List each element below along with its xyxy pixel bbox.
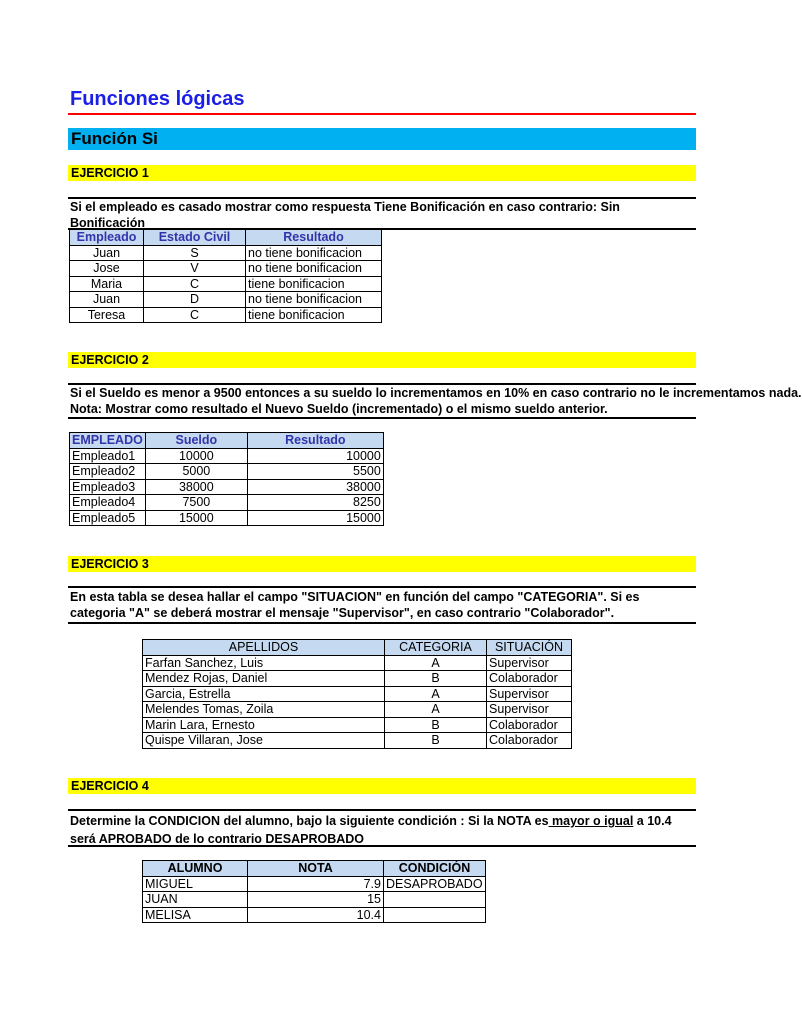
column-header: NOTA [248, 861, 384, 877]
exercise-3-description: En esta tabla se desea hallar el campo "SITUACION" en función del campo "CATEGORIA". Si es categoria "A" se deberá mostrar el mensaje "Supervisor", en caso contrario "Colaborador". [68, 586, 696, 624]
exercise-2-description [68, 383, 802, 419]
table-cell[interactable]: 10000 [247, 448, 383, 464]
table-cell[interactable]: 15000 [145, 510, 247, 526]
table-cell[interactable]: Colaborador [487, 733, 572, 749]
table-row [143, 717, 572, 733]
table-row [70, 464, 384, 480]
table-cell[interactable]: no tiene bonificacion [246, 292, 382, 308]
table-cell[interactable]: DESAPROBADO [384, 876, 486, 892]
table-cell[interactable]: tiene bonificacion [246, 276, 382, 292]
table-cell[interactable]: tiene bonificacion [246, 307, 382, 323]
table-cell[interactable]: A [385, 702, 487, 718]
table-cell[interactable]: B [385, 733, 487, 749]
table-cell[interactable]: Supervisor [487, 655, 572, 671]
table-cell[interactable]: JUAN [143, 892, 248, 908]
column-header: CONDICIÓN [384, 861, 486, 877]
exercise-2-description-line2: Nota: Mostrar como resultado el Nuevo Sueldo (incrementado) o el mismo sueldo anterior. [70, 402, 608, 416]
table-cell[interactable]: MELISA [143, 907, 248, 923]
exercise-4-desc-part2: a 10.4 será APROBADO de lo contrario DESAPROBADO [70, 814, 672, 846]
table-cell[interactable]: Empleado3 [70, 479, 146, 495]
column-header: Empleado [70, 230, 144, 246]
exercise-2-header: EJERCICIO 2 [68, 352, 696, 368]
table-cell[interactable]: Empleado1 [70, 448, 146, 464]
column-header: ALUMNO [143, 861, 248, 877]
exercise-1-header: EJERCICIO 1 [68, 165, 696, 181]
column-header: Sueldo [145, 433, 247, 449]
table-cell[interactable]: 5000 [145, 464, 247, 480]
table-cell[interactable]: Colaborador [487, 671, 572, 687]
table-cell[interactable]: 38000 [145, 479, 247, 495]
exercise-3-table [142, 639, 572, 749]
table-row [70, 276, 382, 292]
table-cell[interactable]: Garcia, Estrella [143, 686, 385, 702]
exercise-1-description: Si el empleado es casado mostrar como respuesta Tiene Bonificación en caso contrario: Sin Bonificación [68, 197, 696, 230]
exercise-4-desc-underlined: mayor o igual [548, 814, 634, 828]
section-header: Función Si [68, 128, 696, 150]
table-cell[interactable]: MIGUEL [143, 876, 248, 892]
table-cell[interactable]: Juan [70, 292, 144, 308]
table-row [70, 245, 382, 261]
table-cell[interactable] [384, 907, 486, 923]
table-cell[interactable]: 8250 [247, 495, 383, 511]
table-row [70, 261, 382, 277]
table-cell[interactable]: Jose [70, 261, 144, 277]
table-cell[interactable]: V [144, 261, 246, 277]
table-cell[interactable]: 7500 [145, 495, 247, 511]
column-header: EMPLEADO [70, 433, 146, 449]
table-cell[interactable]: S [144, 245, 246, 261]
table-row [70, 292, 382, 308]
table-cell[interactable]: Juan [70, 245, 144, 261]
table-row [143, 702, 572, 718]
table-cell[interactable]: Melendes Tomas, Zoila [143, 702, 385, 718]
table-cell[interactable]: Mendez Rojas, Daniel [143, 671, 385, 687]
table-cell[interactable]: Supervisor [487, 702, 572, 718]
table-cell[interactable]: Supervisor [487, 686, 572, 702]
title-underline [68, 113, 696, 115]
table-row [143, 733, 572, 749]
table-row [143, 892, 486, 908]
table-cell[interactable]: Teresa [70, 307, 144, 323]
table-cell[interactable]: Empleado4 [70, 495, 146, 511]
table-cell[interactable]: Empleado5 [70, 510, 146, 526]
table-cell[interactable]: 15000 [247, 510, 383, 526]
table-cell[interactable]: Farfan Sanchez, Luis [143, 655, 385, 671]
table-cell[interactable]: D [144, 292, 246, 308]
column-header: Estado Civil [144, 230, 246, 246]
table-cell[interactable]: 10.4 [248, 907, 384, 923]
table-cell[interactable]: Colaborador [487, 717, 572, 733]
table-row [70, 448, 384, 464]
table-cell[interactable]: Marin Lara, Ernesto [143, 717, 385, 733]
table-cell[interactable]: A [385, 686, 487, 702]
table-cell[interactable]: 10000 [145, 448, 247, 464]
table-row [70, 510, 384, 526]
table-row [143, 876, 486, 892]
exercise-4-desc-part1: Determine la CONDICION del alumno, bajo la siguiente condición : Si la NOTA es [70, 814, 549, 828]
column-header: CATEGORIA [385, 640, 487, 656]
table-cell[interactable]: 15 [248, 892, 384, 908]
exercise-4-header: EJERCICIO 4 [68, 778, 696, 794]
exercise-4-table [142, 860, 486, 923]
table-cell[interactable]: Empleado2 [70, 464, 146, 480]
table-cell[interactable]: 38000 [247, 479, 383, 495]
table-row [143, 671, 572, 687]
column-header: Resultado [246, 230, 382, 246]
table-row [70, 495, 384, 511]
table-cell[interactable]: 5500 [247, 464, 383, 480]
table-cell[interactable]: 7.9 [248, 876, 384, 892]
table-cell[interactable]: Quispe Villaran, Jose [143, 733, 385, 749]
column-header: SITUACIÓN [487, 640, 572, 656]
exercise-3-header: EJERCICIO 3 [68, 556, 696, 572]
table-row [70, 307, 382, 323]
column-header: Resultado [247, 433, 383, 449]
exercise-2-table [69, 432, 384, 526]
table-cell[interactable]: B [385, 717, 487, 733]
table-row [143, 907, 486, 923]
table-cell[interactable]: A [385, 655, 487, 671]
table-cell[interactable]: B [385, 671, 487, 687]
table-cell[interactable]: Maria [70, 276, 144, 292]
table-cell[interactable]: no tiene bonificacion [246, 245, 382, 261]
table-row [143, 655, 572, 671]
table-cell[interactable]: C [144, 307, 246, 323]
table-cell[interactable]: C [144, 276, 246, 292]
table-row [143, 686, 572, 702]
table-row [70, 479, 384, 495]
table-cell[interactable] [384, 892, 486, 908]
column-header: APELLIDOS [143, 640, 385, 656]
exercise-1-table [69, 229, 382, 323]
exercise-4-description [68, 809, 696, 847]
exercise-2-description-line1: Si el Sueldo es menor a 9500 entonces a su sueldo lo incrementamos en 10% en caso contrario no le incrementamos nada. [70, 386, 802, 400]
table-cell[interactable]: no tiene bonificacion [246, 261, 382, 277]
page-title: Funciones lógicas [70, 88, 245, 110]
